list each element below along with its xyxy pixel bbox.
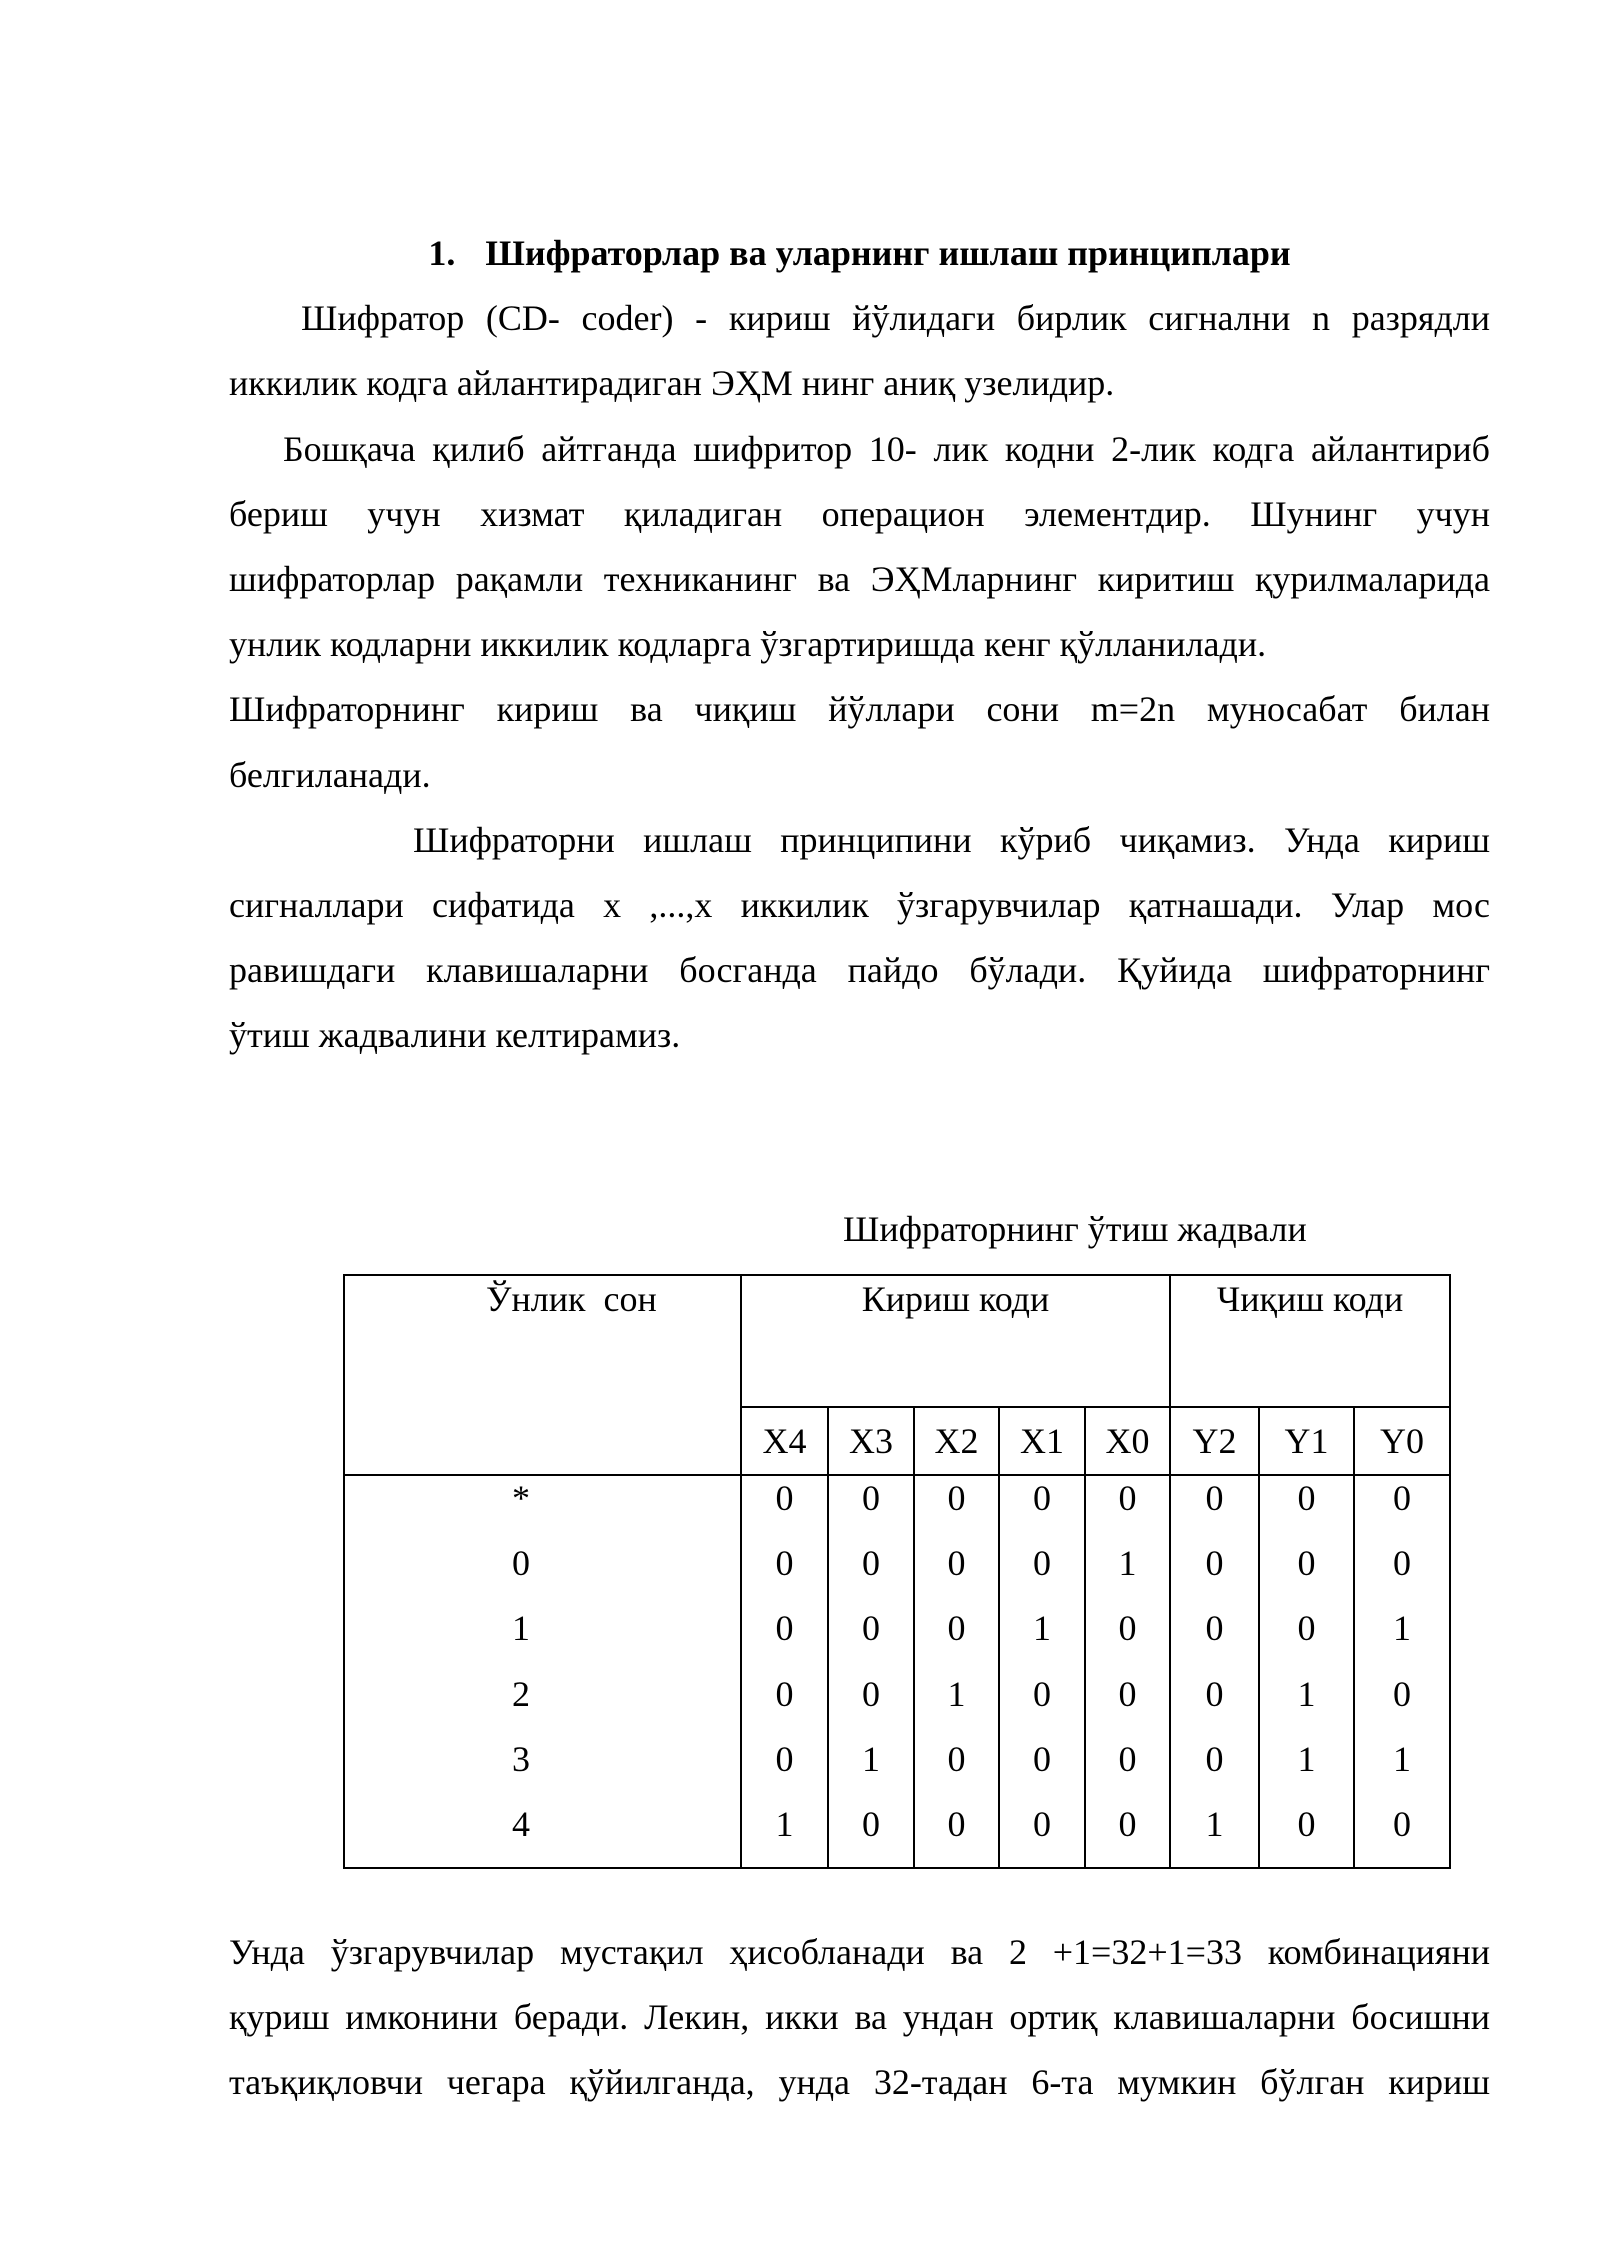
paragraph-line: Шифраторни ишлаш принципини кўриб чиқамиз. Унда кириш bbox=[413, 819, 1490, 860]
decimal-cell: 1 bbox=[344, 1606, 741, 1671]
output-bit-cell: 0 bbox=[1170, 1737, 1259, 1802]
table-row bbox=[344, 1541, 1450, 1606]
input-bit-cell: 0 bbox=[999, 1802, 1085, 1868]
paragraph-line: Бошқача қилиб айтганда шифритор 10- лик кодни 2-лик кодга айлантириб bbox=[283, 428, 1490, 469]
output-bit-cell: 1 bbox=[1354, 1606, 1450, 1671]
decimal-cell: 2 bbox=[344, 1672, 741, 1737]
input-bit-cell: 0 bbox=[741, 1606, 828, 1671]
table-row bbox=[344, 1737, 1450, 1802]
table-row bbox=[344, 1606, 1450, 1671]
paragraph-io-count bbox=[229, 677, 1490, 807]
paragraph-line: равишдаги клавишаларни босганда пайдо бўлади. Қуйида шифраторнинг bbox=[229, 950, 1490, 991]
paragraph-purpose bbox=[229, 417, 1490, 678]
input-bit-cell: 0 bbox=[741, 1475, 828, 1541]
input-bit-cell: 0 bbox=[1085, 1672, 1170, 1737]
paragraph-line: Шифраторнинг кириш ва чиқиш йўллари сони m=2n муносабат билан bbox=[229, 689, 1490, 730]
input-bit-cell: 1 bbox=[741, 1802, 828, 1868]
input-bit-cell: 0 bbox=[999, 1475, 1085, 1541]
output-column-header: Y2 bbox=[1170, 1407, 1259, 1475]
section-heading bbox=[229, 221, 1490, 286]
input-column-header: X4 bbox=[741, 1407, 828, 1475]
paragraph-line: бериш учун хизмат қиладиган операцион элементдир. Шунинг учун bbox=[229, 493, 1490, 534]
paragraph-principle bbox=[229, 808, 1490, 1069]
input-bit-cell: 0 bbox=[999, 1737, 1085, 1802]
input-column-header: X0 bbox=[1085, 1407, 1170, 1475]
paragraph-line: ўтиш жадвалини келтирамиз. bbox=[229, 1015, 681, 1056]
input-bit-cell: 0 bbox=[741, 1672, 828, 1737]
paragraph-line: шифраторлар рақамли техниканинг ва ЭҲМларнинг киритиш қурилмаларида bbox=[229, 559, 1490, 600]
input-bit-cell: 1 bbox=[999, 1606, 1085, 1671]
paragraph-line: иккилик кодга айлантирадиган ЭҲМ нинг аниқ узелидир. bbox=[229, 363, 1115, 404]
table-body bbox=[344, 1475, 1450, 1868]
decimal-cell: 0 bbox=[344, 1541, 741, 1606]
input-bit-cell: 0 bbox=[999, 1672, 1085, 1737]
input-bit-cell: 0 bbox=[914, 1541, 999, 1606]
input-bit-cell: 0 bbox=[741, 1737, 828, 1802]
decimal-cell: * bbox=[344, 1475, 741, 1541]
paragraph-line: сигналлари сифатида x ,...,x иккилик ўзгарувчилар қатнашади. Улар мос bbox=[229, 885, 1490, 926]
output-column-header: Y0 bbox=[1354, 1407, 1450, 1475]
decimal-cell: 3 bbox=[344, 1737, 741, 1802]
input-bit-cell: 0 bbox=[741, 1541, 828, 1606]
input-bit-cell: 0 bbox=[828, 1802, 914, 1868]
paragraph-line: таъқиқловчи чегара қўйилганда, унда 32-тадан 6-та мумкин бўлган кириш bbox=[229, 2062, 1490, 2103]
table-row bbox=[344, 1672, 1450, 1737]
table-header bbox=[344, 1275, 1450, 1475]
section-title: Шифраторлар ва уларнинг ишлаш принциплари bbox=[485, 233, 1291, 273]
main-text bbox=[229, 221, 1490, 1069]
output-bit-cell: 0 bbox=[1259, 1606, 1354, 1671]
paragraph-definition bbox=[229, 286, 1490, 416]
section-number: 1. bbox=[428, 233, 456, 273]
output-code-header: Чиқиш коди bbox=[1170, 1275, 1450, 1407]
input-bit-cell: 0 bbox=[1085, 1606, 1170, 1671]
input-bit-cell: 0 bbox=[914, 1475, 999, 1541]
encoder-truth-table bbox=[343, 1274, 1451, 1869]
output-bit-cell: 0 bbox=[1354, 1541, 1450, 1606]
input-bit-cell: 0 bbox=[999, 1541, 1085, 1606]
paragraph-combinations bbox=[229, 1920, 1490, 2116]
output-column-header: Y1 bbox=[1259, 1407, 1354, 1475]
output-bit-cell: 0 bbox=[1170, 1606, 1259, 1671]
input-bit-cell: 0 bbox=[1085, 1475, 1170, 1541]
output-bit-cell: 0 bbox=[1170, 1672, 1259, 1737]
table-row bbox=[344, 1802, 1450, 1868]
output-bit-cell: 1 bbox=[1259, 1672, 1354, 1737]
table-header-row bbox=[344, 1275, 1450, 1407]
output-bit-cell: 1 bbox=[1259, 1737, 1354, 1802]
output-bit-cell: 0 bbox=[1259, 1802, 1354, 1868]
output-bit-cell: 0 bbox=[1170, 1541, 1259, 1606]
output-bit-cell: 1 bbox=[1354, 1737, 1450, 1802]
input-bit-cell: 0 bbox=[828, 1475, 914, 1541]
output-bit-cell: 0 bbox=[1354, 1802, 1450, 1868]
input-bit-cell: 0 bbox=[828, 1606, 914, 1671]
input-bit-cell: 0 bbox=[828, 1541, 914, 1606]
output-bit-cell: 0 bbox=[1354, 1672, 1450, 1737]
input-bit-cell: 0 bbox=[914, 1737, 999, 1802]
paragraph-line: Унда ўзгарувчилар мустақил ҳисобланади ва 2 +1=32+1=33 комбинацияни bbox=[229, 1932, 1490, 1972]
input-bit-cell: 1 bbox=[914, 1672, 999, 1737]
output-bit-cell: 0 bbox=[1259, 1541, 1354, 1606]
output-bit-cell: 1 bbox=[1170, 1802, 1259, 1868]
table-caption: Шифраторнинг ўтиш жадвали bbox=[843, 1209, 1307, 1249]
input-column-header: X2 bbox=[914, 1407, 999, 1475]
paragraph-line: унлик кодларни иккилик кодларга ўзгартиришда кенг қўлланилади. bbox=[229, 624, 1267, 665]
input-bit-cell: 1 bbox=[1085, 1541, 1170, 1606]
input-bit-cell: 0 bbox=[1085, 1802, 1170, 1868]
input-bit-cell: 0 bbox=[828, 1672, 914, 1737]
paragraph-line: белгиланади. bbox=[229, 754, 431, 795]
input-bit-cell: 0 bbox=[1085, 1737, 1170, 1802]
input-column-header: X3 bbox=[828, 1407, 914, 1475]
input-bit-cell: 1 bbox=[828, 1737, 914, 1802]
table-row bbox=[344, 1475, 1450, 1541]
output-bit-cell: 0 bbox=[1170, 1475, 1259, 1541]
decimal-cell: 4 bbox=[344, 1802, 741, 1868]
input-bit-cell: 0 bbox=[914, 1606, 999, 1671]
input-column-header: X1 bbox=[999, 1407, 1085, 1475]
paragraph-line: Шифратор (CD- coder) - кириш йўлидаги бирлик сигнални n разрядли bbox=[301, 298, 1490, 339]
input-code-header: Кириш коди bbox=[741, 1275, 1170, 1407]
decimal-number-header: Ўнлик сон bbox=[344, 1275, 741, 1475]
paragraph-line: қуриш имконини беради. Лекин, икки ва ундан ортиқ клавишаларни босишни bbox=[229, 1997, 1490, 2038]
input-bit-cell: 0 bbox=[914, 1802, 999, 1868]
output-bit-cell: 0 bbox=[1354, 1475, 1450, 1541]
output-bit-cell: 0 bbox=[1259, 1475, 1354, 1541]
